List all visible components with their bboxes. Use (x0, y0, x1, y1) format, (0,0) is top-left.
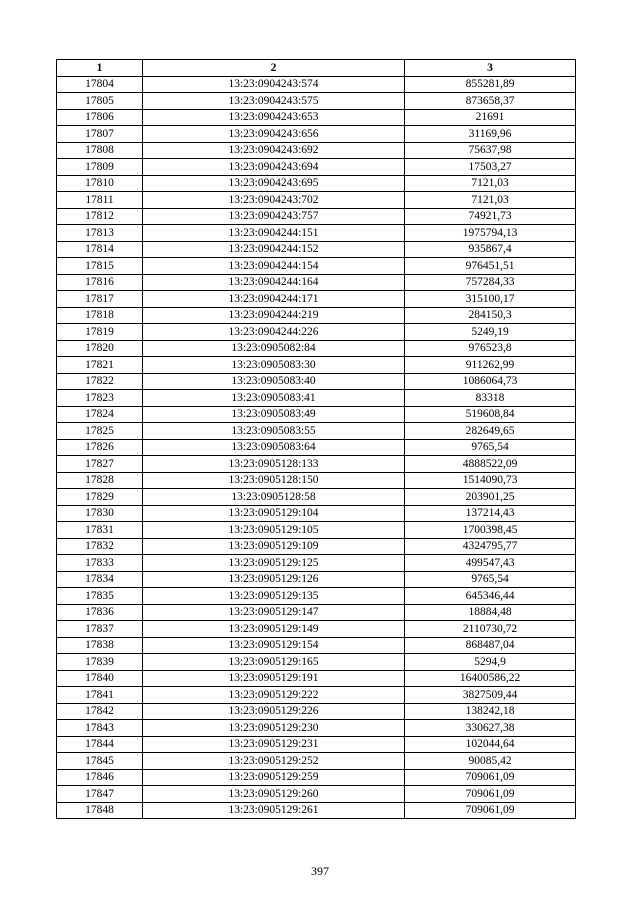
table-row (57, 357, 576, 374)
table-cell: 17824 (57, 406, 143, 423)
column-header-1: 1 (57, 60, 143, 77)
table-cell: 935867,4 (405, 241, 576, 258)
table-cell: 13:23:0904243:692 (143, 142, 405, 159)
table-cell: 499547,43 (405, 555, 576, 572)
table-cell: 17807 (57, 126, 143, 143)
table-cell: 21691 (405, 109, 576, 126)
table-cell: 17825 (57, 423, 143, 440)
table-row (57, 637, 576, 654)
table-cell: 17828 (57, 472, 143, 489)
table-cell: 976451,51 (405, 258, 576, 275)
table-row (57, 423, 576, 440)
table-cell: 90085,42 (405, 753, 576, 770)
table-row (57, 93, 576, 110)
data-table (56, 59, 576, 819)
table-row (57, 225, 576, 242)
page-number: 397 (311, 864, 329, 878)
table-cell: 13:23:0905129:109 (143, 538, 405, 555)
table-cell: 17830 (57, 505, 143, 522)
table-cell: 17813 (57, 225, 143, 242)
table-cell: 330627,38 (405, 720, 576, 737)
table-cell: 17805 (57, 93, 143, 110)
table-cell: 13:23:0904243:695 (143, 175, 405, 192)
table-row (57, 274, 576, 291)
table-cell: 13:23:0905083:30 (143, 357, 405, 374)
column-header-3: 3 (405, 60, 576, 77)
table-cell: 74921,73 (405, 208, 576, 225)
table-cell: 13:23:0904243:702 (143, 192, 405, 209)
table-cell: 13:23:0905129:105 (143, 522, 405, 539)
table-cell: 873658,37 (405, 93, 576, 110)
table-cell: 13:23:0905129:165 (143, 654, 405, 671)
table-row (57, 588, 576, 605)
table-cell: 4324795,77 (405, 538, 576, 555)
table-cell: 102044,64 (405, 736, 576, 753)
table-row (57, 654, 576, 671)
table-cell: 17836 (57, 604, 143, 621)
table-cell: 645346,44 (405, 588, 576, 605)
table-row (57, 604, 576, 621)
table-row (57, 505, 576, 522)
table-cell: 13:23:0904243:575 (143, 93, 405, 110)
table-row (57, 126, 576, 143)
table-cell: 31169,96 (405, 126, 576, 143)
table-cell: 13:23:0905129:252 (143, 753, 405, 770)
table-row (57, 571, 576, 588)
table-cell: 13:23:0905082:84 (143, 340, 405, 357)
table-cell: 13:23:0904243:656 (143, 126, 405, 143)
table-row (57, 109, 576, 126)
table-cell: 13:23:0904243:653 (143, 109, 405, 126)
table-cell: 2110730,72 (405, 621, 576, 638)
table-cell: 17823 (57, 390, 143, 407)
table-cell: 7121,03 (405, 175, 576, 192)
table-row (57, 291, 576, 308)
table-cell: 17848 (57, 802, 143, 819)
table-cell: 17835 (57, 588, 143, 605)
table-cell: 17838 (57, 637, 143, 654)
table-cell: 13:23:0905083:55 (143, 423, 405, 440)
table-row (57, 340, 576, 357)
table-cell: 17844 (57, 736, 143, 753)
table-cell: 13:23:0904244:219 (143, 307, 405, 324)
table-row (57, 208, 576, 225)
table-cell: 17841 (57, 687, 143, 704)
table-row (57, 472, 576, 489)
table-cell: 13:23:0905129:231 (143, 736, 405, 753)
table-row (57, 159, 576, 176)
table-cell: 709061,09 (405, 802, 576, 819)
table-cell: 9765,54 (405, 439, 576, 456)
table-cell: 138242,18 (405, 703, 576, 720)
table-row (57, 406, 576, 423)
table-cell: 17843 (57, 720, 143, 737)
table-cell: 17840 (57, 670, 143, 687)
table-cell: 18884,48 (405, 604, 576, 621)
table-cell: 17809 (57, 159, 143, 176)
table-cell: 17834 (57, 571, 143, 588)
table-cell: 13:23:0905129:191 (143, 670, 405, 687)
table-cell: 13:23:0904244:164 (143, 274, 405, 291)
table-cell: 13:23:0905128:150 (143, 472, 405, 489)
table-cell: 13:23:0905083:41 (143, 390, 405, 407)
table-cell: 1514090,73 (405, 472, 576, 489)
table-cell: 17817 (57, 291, 143, 308)
table-row (57, 192, 576, 209)
table-cell: 13:23:0905129:154 (143, 637, 405, 654)
table-row (57, 76, 576, 93)
table-cell: 13:23:0905129:222 (143, 687, 405, 704)
table-cell: 17832 (57, 538, 143, 555)
table-cell: 315100,17 (405, 291, 576, 308)
table-cell: 13:23:0905129:104 (143, 505, 405, 522)
table-cell: 17847 (57, 786, 143, 803)
table-cell: 284150,3 (405, 307, 576, 324)
table-cell: 83318 (405, 390, 576, 407)
table-cell: 7121,03 (405, 192, 576, 209)
table-cell: 13:23:0904243:694 (143, 159, 405, 176)
table-cell: 203901,25 (405, 489, 576, 506)
table-row (57, 753, 576, 770)
table-cell: 13:23:0905083:40 (143, 373, 405, 390)
table-cell: 13:23:0904244:154 (143, 258, 405, 275)
table-row (57, 489, 576, 506)
table-row (57, 241, 576, 258)
table-row (57, 621, 576, 638)
table-cell: 17808 (57, 142, 143, 159)
table-cell: 976523,8 (405, 340, 576, 357)
table-cell: 13:23:0905129:259 (143, 769, 405, 786)
table-cell: 16400586,22 (405, 670, 576, 687)
table-cell: 17820 (57, 340, 143, 357)
table-cell: 17837 (57, 621, 143, 638)
table-cell: 13:23:0904244:226 (143, 324, 405, 341)
table-cell: 17845 (57, 753, 143, 770)
table-cell: 17846 (57, 769, 143, 786)
table-cell: 13:23:0905083:64 (143, 439, 405, 456)
table-row (57, 769, 576, 786)
table-row (57, 802, 576, 819)
table-cell: 13:23:0905129:261 (143, 802, 405, 819)
table-row (57, 703, 576, 720)
table-cell: 17810 (57, 175, 143, 192)
table-cell: 17818 (57, 307, 143, 324)
table-cell: 17842 (57, 703, 143, 720)
table-cell: 709061,09 (405, 769, 576, 786)
table-cell: 5249,19 (405, 324, 576, 341)
table-cell: 1700398,45 (405, 522, 576, 539)
table-cell: 519608,84 (405, 406, 576, 423)
table-cell: 17839 (57, 654, 143, 671)
table-row (57, 786, 576, 803)
table-row (57, 720, 576, 737)
table-cell: 13:23:0905128:133 (143, 456, 405, 473)
table-cell: 13:23:0904243:574 (143, 76, 405, 93)
table-row (57, 390, 576, 407)
table-row (57, 307, 576, 324)
table-cell: 17829 (57, 489, 143, 506)
table-cell: 13:23:0904244:152 (143, 241, 405, 258)
table-cell: 17821 (57, 357, 143, 374)
table-cell: 1086064,73 (405, 373, 576, 390)
table-cell: 17833 (57, 555, 143, 572)
table-row (57, 456, 576, 473)
table-cell: 17816 (57, 274, 143, 291)
table-cell: 137214,43 (405, 505, 576, 522)
table-cell: 13:23:0905129:125 (143, 555, 405, 572)
table-body (57, 76, 576, 819)
table-row (57, 258, 576, 275)
table-cell: 17804 (57, 76, 143, 93)
table-cell: 17812 (57, 208, 143, 225)
table-row (57, 373, 576, 390)
table-row (57, 670, 576, 687)
table-cell: 4888522,09 (405, 456, 576, 473)
table-cell: 13:23:0905128:58 (143, 489, 405, 506)
table-cell: 3827509,44 (405, 687, 576, 704)
table-row (57, 175, 576, 192)
table-cell: 13:23:0905129:226 (143, 703, 405, 720)
table-cell: 17827 (57, 456, 143, 473)
table-row (57, 439, 576, 456)
table-cell: 17831 (57, 522, 143, 539)
table-row (57, 522, 576, 539)
table-row (57, 687, 576, 704)
table-cell: 13:23:0905129:260 (143, 786, 405, 803)
table-cell: 1975794,13 (405, 225, 576, 242)
table-row (57, 555, 576, 572)
table-cell: 855281,89 (405, 76, 576, 93)
table-cell: 757284,33 (405, 274, 576, 291)
table-cell: 17819 (57, 324, 143, 341)
table-cell: 17826 (57, 439, 143, 456)
table-cell: 911262,99 (405, 357, 576, 374)
table-cell: 75637,98 (405, 142, 576, 159)
table-cell: 13:23:0905083:49 (143, 406, 405, 423)
table-cell: 868487,04 (405, 637, 576, 654)
table-cell: 709061,09 (405, 786, 576, 803)
table-cell: 17811 (57, 192, 143, 209)
table-cell: 17822 (57, 373, 143, 390)
table-cell: 13:23:0905129:149 (143, 621, 405, 638)
table-cell: 282649,65 (405, 423, 576, 440)
table-cell: 13:23:0905129:230 (143, 720, 405, 737)
column-header-2: 2 (143, 60, 405, 77)
table-cell: 13:23:0905129:135 (143, 588, 405, 605)
table-cell: 13:23:0904243:757 (143, 208, 405, 225)
table-row (57, 538, 576, 555)
table-cell: 13:23:0904244:171 (143, 291, 405, 308)
table-row (57, 736, 576, 753)
table-cell: 5294,9 (405, 654, 576, 671)
table-cell: 13:23:0905129:126 (143, 571, 405, 588)
table-cell: 13:23:0905129:147 (143, 604, 405, 621)
table-cell: 13:23:0904244:151 (143, 225, 405, 242)
table-cell: 17503,27 (405, 159, 576, 176)
table-cell: 17806 (57, 109, 143, 126)
table-cell: 17815 (57, 258, 143, 275)
table-row (57, 324, 576, 341)
header-row (57, 60, 576, 77)
table-cell: 17814 (57, 241, 143, 258)
table-cell: 9765,54 (405, 571, 576, 588)
table-row (57, 142, 576, 159)
